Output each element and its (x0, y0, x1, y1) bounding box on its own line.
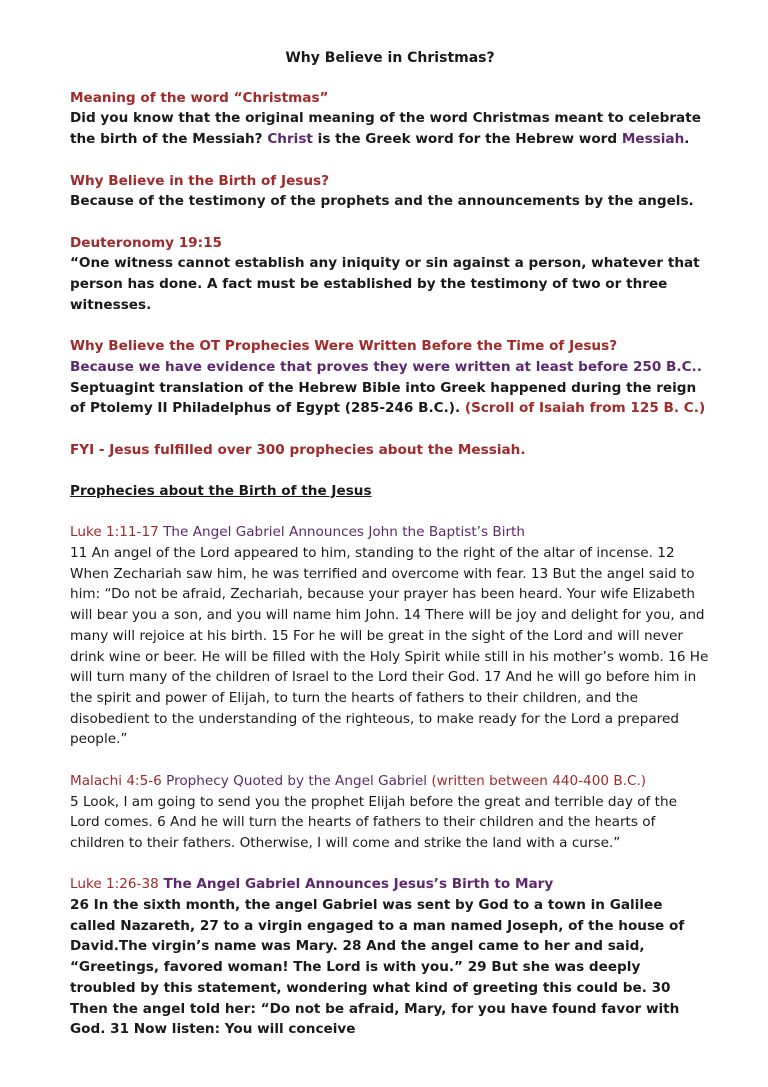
ot-septuagint (70, 378, 710, 419)
ot-septuagint-text: Septuagint translation of the Hebrew Bible into Greek happened during the reign of Ptolemy II Philadelphus of Egypt (285-246 B.C.). (70, 379, 697, 417)
prophecies-heading: Prophecies about the Birth of the Jesus (70, 482, 372, 499)
ot-heading: Why Believe the OT Prophecies Were Written Before the Time of Jesus? (70, 338, 618, 355)
section-fyi (70, 440, 710, 461)
malachi-ref: Malachi 4:5-6 (70, 772, 162, 789)
luke-1-26-heading (70, 874, 710, 895)
section-malachi (70, 771, 710, 854)
luke-1-11-heading (70, 522, 710, 543)
section-meaning (70, 88, 710, 150)
section-deuteronomy (70, 233, 710, 316)
malachi-text: 5 Look, I am going to send you the prophet Elijah before the great and terrible day of the Lord comes. 6 And he will turn the hearts of fathers to their children and the hearts of children to their fathers. Otherwise, I will come and strike the land with a curse.” (70, 793, 677, 851)
luke-1-11-text: 11 An angel of the Lord appeared to him, standing to the right of the altar of incense. 12 When Zechariah saw him, he was terrified and overcome with fear. 13 But the angel said to him: “Do not be afraid, Zechariah, because your prayer has been heard. Your wife Elizabeth will bear you a son, and you will name him John. 14 There will be joy and delight for you, and many will rejoice at his birth. 15 For he will be great in the sight of the Lord and will never drink wine or beer. He will be filled with the Holy Spirit while still in his mother’s womb. 16 He will turn many of the children of Israel to the Lord their God. 17 And he will go before him in the spirit and power of Elijah, to turn the hearts of fathers to their children, and the disobedient to the understanding of the righteous, to make ready for the Lord a prepared people.” (70, 545, 709, 748)
meaning-heading: Meaning of the word “Christmas” (70, 89, 329, 106)
deuteronomy-text: “One witness cannot establish any iniquity or sin against a person, whatever that person has done. A fact must be established by the testimony of two or three witnesses. (70, 255, 700, 313)
why-believe-heading: Why Believe in the Birth of Jesus? (70, 172, 330, 189)
section-why-believe (70, 171, 710, 212)
ot-evidence: Because we have evidence that proves they were written at least before 250 B.C.. (70, 358, 702, 375)
luke-1-26-ref: Luke 1:26-38 (70, 876, 159, 893)
meaning-text (70, 108, 710, 149)
deuteronomy-heading: Deuteronomy 19:15 (70, 234, 222, 251)
page-title: Why Believe in Christmas? (285, 50, 495, 66)
malachi-date: (written between 440-400 B.C.) (431, 772, 647, 789)
meaning-text-a: Did you know that the original meaning of the word Christmas meant to celebrate the birth of the Messiah? (70, 110, 701, 148)
fyi-text: FYI - Jesus fulfilled over 300 prophecies about the Messiah. (70, 441, 526, 458)
malachi-heading (70, 771, 710, 792)
meaning-text-b: is the Greek word for the Hebrew word (312, 131, 622, 148)
section-luke-1-11 (70, 522, 710, 750)
why-believe-text: Because of the testimony of the prophets and the announcements by the angels. (70, 193, 694, 210)
luke-1-11-ref: Luke 1:11-17 (70, 524, 159, 541)
luke-1-26-title: The Angel Gabriel Announces Jesus’s Birth to Mary (158, 876, 554, 893)
section-luke-1-26 (70, 874, 710, 1040)
meaning-text-c: . (684, 131, 690, 148)
section-ot-prophecies (70, 336, 710, 419)
section-prophecies (70, 481, 710, 502)
isaiah-scroll-note: (Scroll of Isaiah from 125 B. C.) (464, 400, 706, 417)
luke-1-11-title: The Angel Gabriel Announces John the Baptist’s Birth (158, 524, 526, 541)
malachi-title: Prophecy Quoted by the Angel Gabriel (161, 772, 432, 789)
messiah-word: Messiah (621, 131, 685, 148)
christ-word: Christ (267, 131, 313, 148)
luke-1-26-text: 26 In the sixth month, the angel Gabriel was sent by God to a town in Galilee called Nazareth, 27 to a virgin engaged to a man named Joseph, of the house of David.The virgin’s name was Mary. 28 And the angel came to her and said, “Greetings, favored woman! The Lord is with you.” 29 But she was deeply troubled by this statement, wondering what kind of greeting this could be. 30 Then the angel told her: “Do not be afraid, Mary, for you have found favor with God. 31 Now listen: You will conceive (70, 897, 685, 1038)
document-page (70, 48, 710, 1061)
